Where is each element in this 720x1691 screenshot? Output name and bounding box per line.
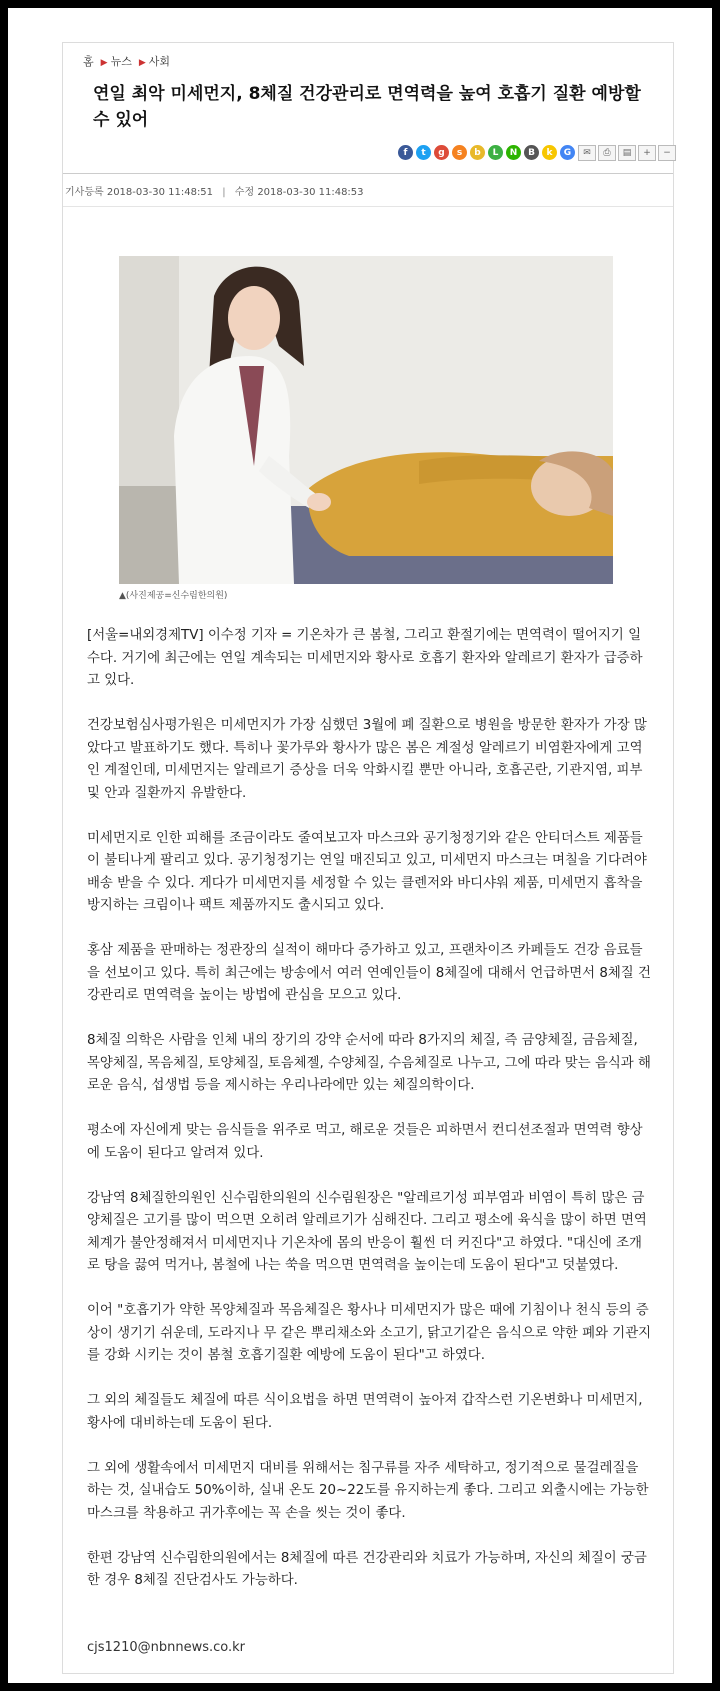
font-decrease-icon[interactable]: −: [658, 145, 676, 161]
googleplus-icon[interactable]: g: [434, 145, 449, 160]
article-paragraph: 그 외에 생활속에서 미세먼지 대비를 위해서는 침구류를 자주 세탁하고, 정기적으로 물걸레질을 하는 것, 실내습도 50%이하, 실내 온도 20~22도를 유지하는게 좋다. 그리고 외출시에는 가능한 마스크를 착용하고 귀가후에는 꼭 손을 씻는 것이 좋다.: [87, 1460, 649, 1521]
breadcrumb-news[interactable]: 뉴스: [110, 55, 132, 68]
article-photo-illustration: [119, 256, 613, 584]
line-icon[interactable]: L: [488, 145, 503, 160]
scrap-icon[interactable]: ▤: [618, 145, 636, 161]
article-paragraph: 8체질 의학은 사람을 인체 내의 장기의 강약 순서에 따라 8가지의 체질, 즉 금양체질, 금음체질, 목양체질, 목음체질, 토양체질, 토음체젤, 수양체질, 수음체질로 나누고, 그에 따라 맞는 음식과 해로운 음식, 섭생법 등을 제시하는 우리나라에만 있는 체질의학이다.: [87, 1033, 651, 1093]
twitter-icon[interactable]: t: [416, 145, 431, 160]
article-tools: [578, 145, 676, 161]
reporter-email[interactable]: cjs1210@nbnnews.co.kr: [87, 1640, 245, 1655]
breadcrumb-society[interactable]: 사회: [148, 55, 171, 68]
window-frame: [8, 8, 712, 1683]
article-paragraph: 한편 강남역 신수림한의원에서는 8체질에 따른 건강관리와 치료가 가능하며, 자신의 체질이 궁금한 경우 8체질 진단검사도 가능하다.: [87, 1550, 647, 1588]
breadcrumb-separator-icon: ▶: [138, 58, 146, 68]
photo-caption: ▲(사진제공=신수림한의원): [119, 591, 228, 601]
registered-label: 기사등록: [65, 187, 104, 198]
google-icon[interactable]: G: [560, 145, 575, 160]
article-title: 연일 최악 미세먼지, 8체질 건강관리로 면역력을 높여 호흡기 질환 예방할 수 있어: [93, 84, 641, 130]
article-dates: [63, 173, 673, 207]
article-paragraph: 평소에 자신에게 맞는 음식들을 위주로 먹고, 해로운 것들은 피하면서 컨디션조절과 면역력 향상에 도움이 된다고 알려져 있다.: [87, 1123, 643, 1161]
print-icon[interactable]: ⎙: [598, 145, 616, 161]
breadcrumb-home[interactable]: 홈: [83, 55, 94, 68]
email-icon[interactable]: ✉: [578, 145, 596, 161]
article-paragraph: 강남역 8체질한의원인 신수림한의원의 신수림원장은 "알레르기성 피부염과 비염이 특히 많은 금양체질은 고기를 많이 먹으면 오히려 알레르기가 심해진다. 그리고 평소에 육식을 많이 하면 면역체계가 불안정해져서 미세먼지나 기온차에 몸의 반응이 훨씬 더 커진다"고 하였다. "대신에 조개로 탕을 끓여 먹거나, 봄철에 나는 쑥을 먹으면 면역력을 높이는데 도움이 된다"고 덧붙였다.: [87, 1190, 647, 1273]
date-divider: |: [222, 187, 226, 198]
article-paragraph: 그 외의 체질들도 체질에 따른 식이요법을 하면 면역력이 높아져 갑작스런 기온변화나 미세먼지, 황사에 대비하는데 도움이 된다.: [87, 1393, 643, 1431]
article-paragraph: 이어 "호흡기가 약한 목양체질과 목음체질은 황사나 미세먼지가 많은 때에 기침이나 천식 등의 증상이 생기기 쉬운데, 도라지나 무 같은 뿌리채소와 소고기, 닭고기같은 음식으로 약한 폐와 기관지를 강화 시키는 것이 봄철 호흡기질환 예방에 도움이 된다"고 하였다.: [87, 1303, 652, 1363]
blog-icon[interactable]: B: [524, 145, 539, 160]
registered-date: 2018-03-30 11:48:51: [106, 187, 214, 198]
article-container: [62, 42, 674, 1674]
article-paragraph: 홍삼 제품을 판매하는 정관장의 실적이 해마다 증가하고 있고, 프랜차이즈 카페들도 건강 음료들을 선보이고 있다. 특히 최근에는 방송에서 여러 연예인들이 8체질에 대해서 언급하면서 8체질 건강관리로 면역력을 높이는 방법에 관심을 모으고 있다.: [87, 943, 651, 1003]
kakaotalk-icon[interactable]: k: [542, 145, 557, 160]
naver-icon[interactable]: N: [506, 145, 521, 160]
article-paragraph: 미세먼지로 인한 피해를 조금이라도 줄여보고자 마스크와 공기청정기와 같은 안티더스트 제품들이 불티나게 팔리고 있다. 공기청정기는 연일 매진되고 있고, 미세먼지 마스크는 며칠을 기다려야 배송 받을 수 있다. 게다가 미세먼지를 세정할 수 있는 클렌저와 바디샤워 제품, 미세먼지 흡착을 방지하는 크림이나 팩트 제품까지도 출시되고 있다.: [87, 830, 647, 913]
breadcrumb: [83, 53, 173, 69]
breadcrumb-separator-icon: ▶: [100, 58, 108, 68]
share-bar: [398, 145, 575, 160]
article-body: [87, 625, 653, 1615]
facebook-icon[interactable]: f: [398, 145, 413, 160]
article-photo: [119, 256, 613, 584]
font-increase-icon[interactable]: +: [638, 145, 656, 161]
article-paragraph: [서울=내외경제TV] 이수정 기자 = 기온차가 큰 봄철, 그리고 환절기에는 면역력이 떨어지기 일수다. 거기에 최근에는 연일 계속되는 미세먼지와 황사로 호흡기 환자와 알레르기 환자가 급증하고 있다.: [87, 628, 643, 688]
article-paragraph: 건강보험심사평가원은 미세먼지가 가장 심했던 3월에 폐 질환으로 병원을 방문한 환자가 가장 많았다고 발표하기도 했다. 특히나 꽃가루와 황사가 많은 봄은 계절성 알레르기 비염환자에게 고역인 계절인데, 미세먼지는 알레르기 증상을 더욱 악화시킬 뿐만 아니라, 호흡곤란, 기관지염, 피부 및 안과 질환까지 유발한다.: [87, 718, 647, 801]
modified-label: 수정: [234, 187, 255, 198]
modified-date: 2018-03-30 11:48:53: [257, 187, 364, 198]
band-icon[interactable]: b: [470, 145, 485, 160]
kakaostory-icon[interactable]: s: [452, 145, 467, 160]
